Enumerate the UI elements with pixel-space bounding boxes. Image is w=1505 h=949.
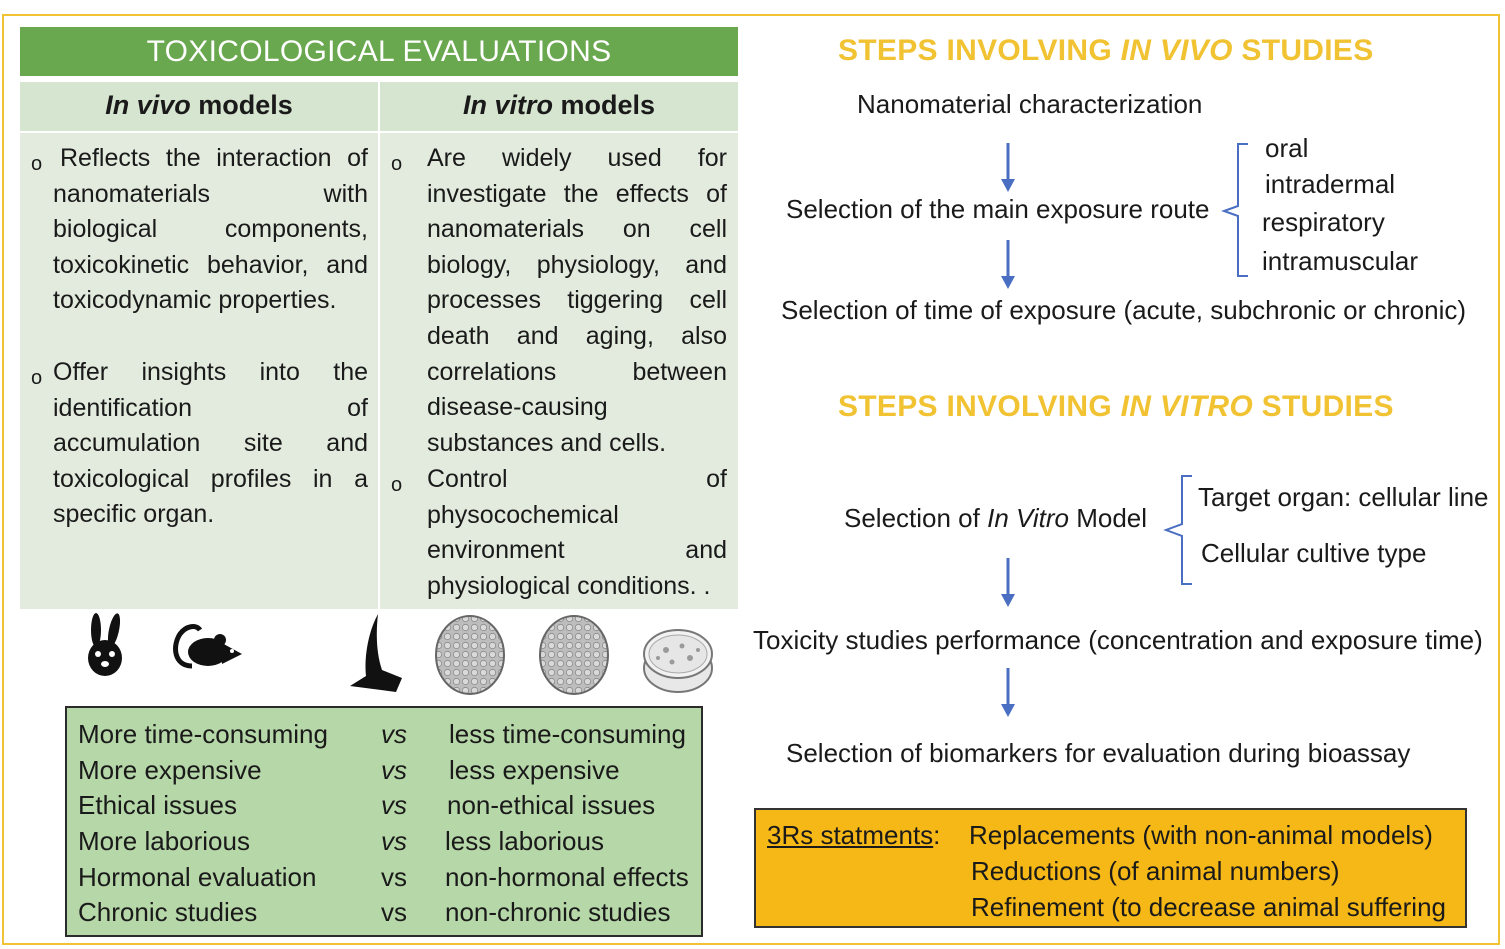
in-vitro-header-italic: In vitro [462,90,553,120]
three-rs-colon: : [933,820,941,850]
page-title: TOXICOLOGICAL EVALUATIONS [20,27,738,76]
three-rs-label-text: 3Rs statments [767,820,934,850]
in-vitro-steps-heading [838,390,1394,424]
in-vitro-header [380,82,738,131]
comparison-row [67,894,701,930]
bullet-icon: o [391,474,403,496]
vitro-step-toxicity-studies: Toxicity studies performance (concentration and exposure time) [753,625,1483,655]
three-rs-reduction: Reductions (of animal numbers) [971,856,1340,886]
arrow-down-icon [998,558,1018,608]
three-rs-replacement: Replacements (with non-animal models) [969,820,1433,850]
mouse-icon [170,618,244,670]
in-vitro-heading-pre: STEPS INVOLVING [838,390,1121,423]
comparison-in-vivo: More expensive [78,755,262,785]
in-vitro-body [380,133,738,609]
arrow-down-icon [998,668,1018,718]
comparison-in-vitro: non-chronic studies [445,897,671,927]
in-vivo-header [20,82,378,131]
vitro-step-model-selection [844,503,1147,534]
in-vitro-heading-post: STUDIES [1253,390,1394,423]
in-vivo-header-italic: In vivo [105,90,191,120]
vitro-step1-post: Model [1069,503,1148,533]
zebrafish-icon [346,612,404,694]
bullet-icon: o [31,153,43,175]
comparison-in-vivo: Chronic studies [78,897,258,927]
in-vivo-header-rest: models [190,90,293,120]
in-vivo-heading-pre: STEPS INVOLVING [838,34,1121,67]
comparison-in-vivo: More laborious [78,826,250,856]
comparison-box [65,706,703,937]
brace-icon [1160,474,1194,586]
comparison-row [67,716,701,752]
vivo-step-exposure-time: Selection of time of exposure (acute, subchronic or chronic) [781,295,1467,325]
in-vivo-heading-post: STUDIES [1232,34,1374,67]
comparison-in-vitro: non-ethical issues [447,790,656,820]
comparison-in-vivo: More time-consuming [78,719,328,749]
route-respiratory: respiratory [1262,207,1385,237]
in-vivo-steps-heading [838,34,1374,68]
comparison-in-vitro: less time-consuming [449,719,686,749]
three-rs-label [767,820,940,851]
arrow-down-icon [998,240,1018,290]
comparison-vs: vs [381,826,407,856]
in-vitro-heading-italic: IN VITRO [1120,390,1254,423]
vivo-step-exposure-route: Selection of the main exposure route [786,194,1210,224]
comparison-row [67,752,701,788]
arrow-down-icon [998,143,1018,193]
in-vitro-point-2: Control of physocochemical environment and physiological conditions. . [427,465,727,600]
route-intramuscular: intramuscular [1262,246,1419,276]
in-vitro-header-rest: models [552,90,656,120]
brace-icon [1218,142,1252,280]
rabbit-icon [82,612,128,678]
in-vivo-heading-italic: IN VIVO [1120,34,1233,67]
comparison-in-vivo: Hormonal evaluation [78,862,317,892]
comparison-vs: vs [381,790,407,820]
comparison-row [67,823,701,859]
three-rs-box [754,808,1467,928]
comparison-in-vitro: less laborious [445,826,604,856]
comparison-row [67,787,701,823]
vitro-step1-italic: In Vitro [987,503,1069,533]
petri-dish-icon [642,624,714,696]
vitro-step1-pre: Selection of [844,503,988,533]
comparison-in-vivo: Ethical issues [78,790,237,820]
vitro-option-target-organ: Target organ: cellular line [1198,482,1489,512]
in-vivo-point-1: Reflects the interaction of nanomaterials with biological components, toxicokinetic behavior, and toxicodynamic properties. [53,144,368,315]
in-vivo-point-2: Offer insights into the identification of accumulation site and toxicological profiles in a specific organ. [53,358,368,529]
route-oral: oral [1265,133,1309,163]
comparison-row [67,859,701,895]
vitro-step-biomarkers: Selection of biomarkers for evaluation during bioassay [786,738,1411,768]
three-rs-refinement: Refinement (to decrease animal suffering [971,892,1446,922]
vivo-step-characterization: Nanomaterial characterization [857,89,1203,119]
comparison-vs: vs [381,862,407,892]
comparison-in-vitro: non-hormonal effects [445,862,689,892]
in-vivo-body [20,133,378,609]
comparison-vs: vs [381,755,407,785]
route-intradermal: intradermal [1265,169,1396,199]
comparison-vs: vs [381,897,407,927]
vitro-option-culture-type: Cellular cultive type [1201,538,1427,568]
in-vitro-point-1: Are widely used for investigate the effects of nanomaterials on cell biology, physiology, and processes tiggering cell death and aging, also correlations between disease-causing substances and cells. [427,144,727,457]
comparison-in-vitro: less expensive [449,755,620,785]
cell-culture-dish-icon [434,614,506,696]
bullet-icon: o [31,367,43,389]
cell-culture-dish-icon [538,614,610,696]
comparison-vs: vs [381,719,407,749]
bullet-icon: o [391,153,403,175]
